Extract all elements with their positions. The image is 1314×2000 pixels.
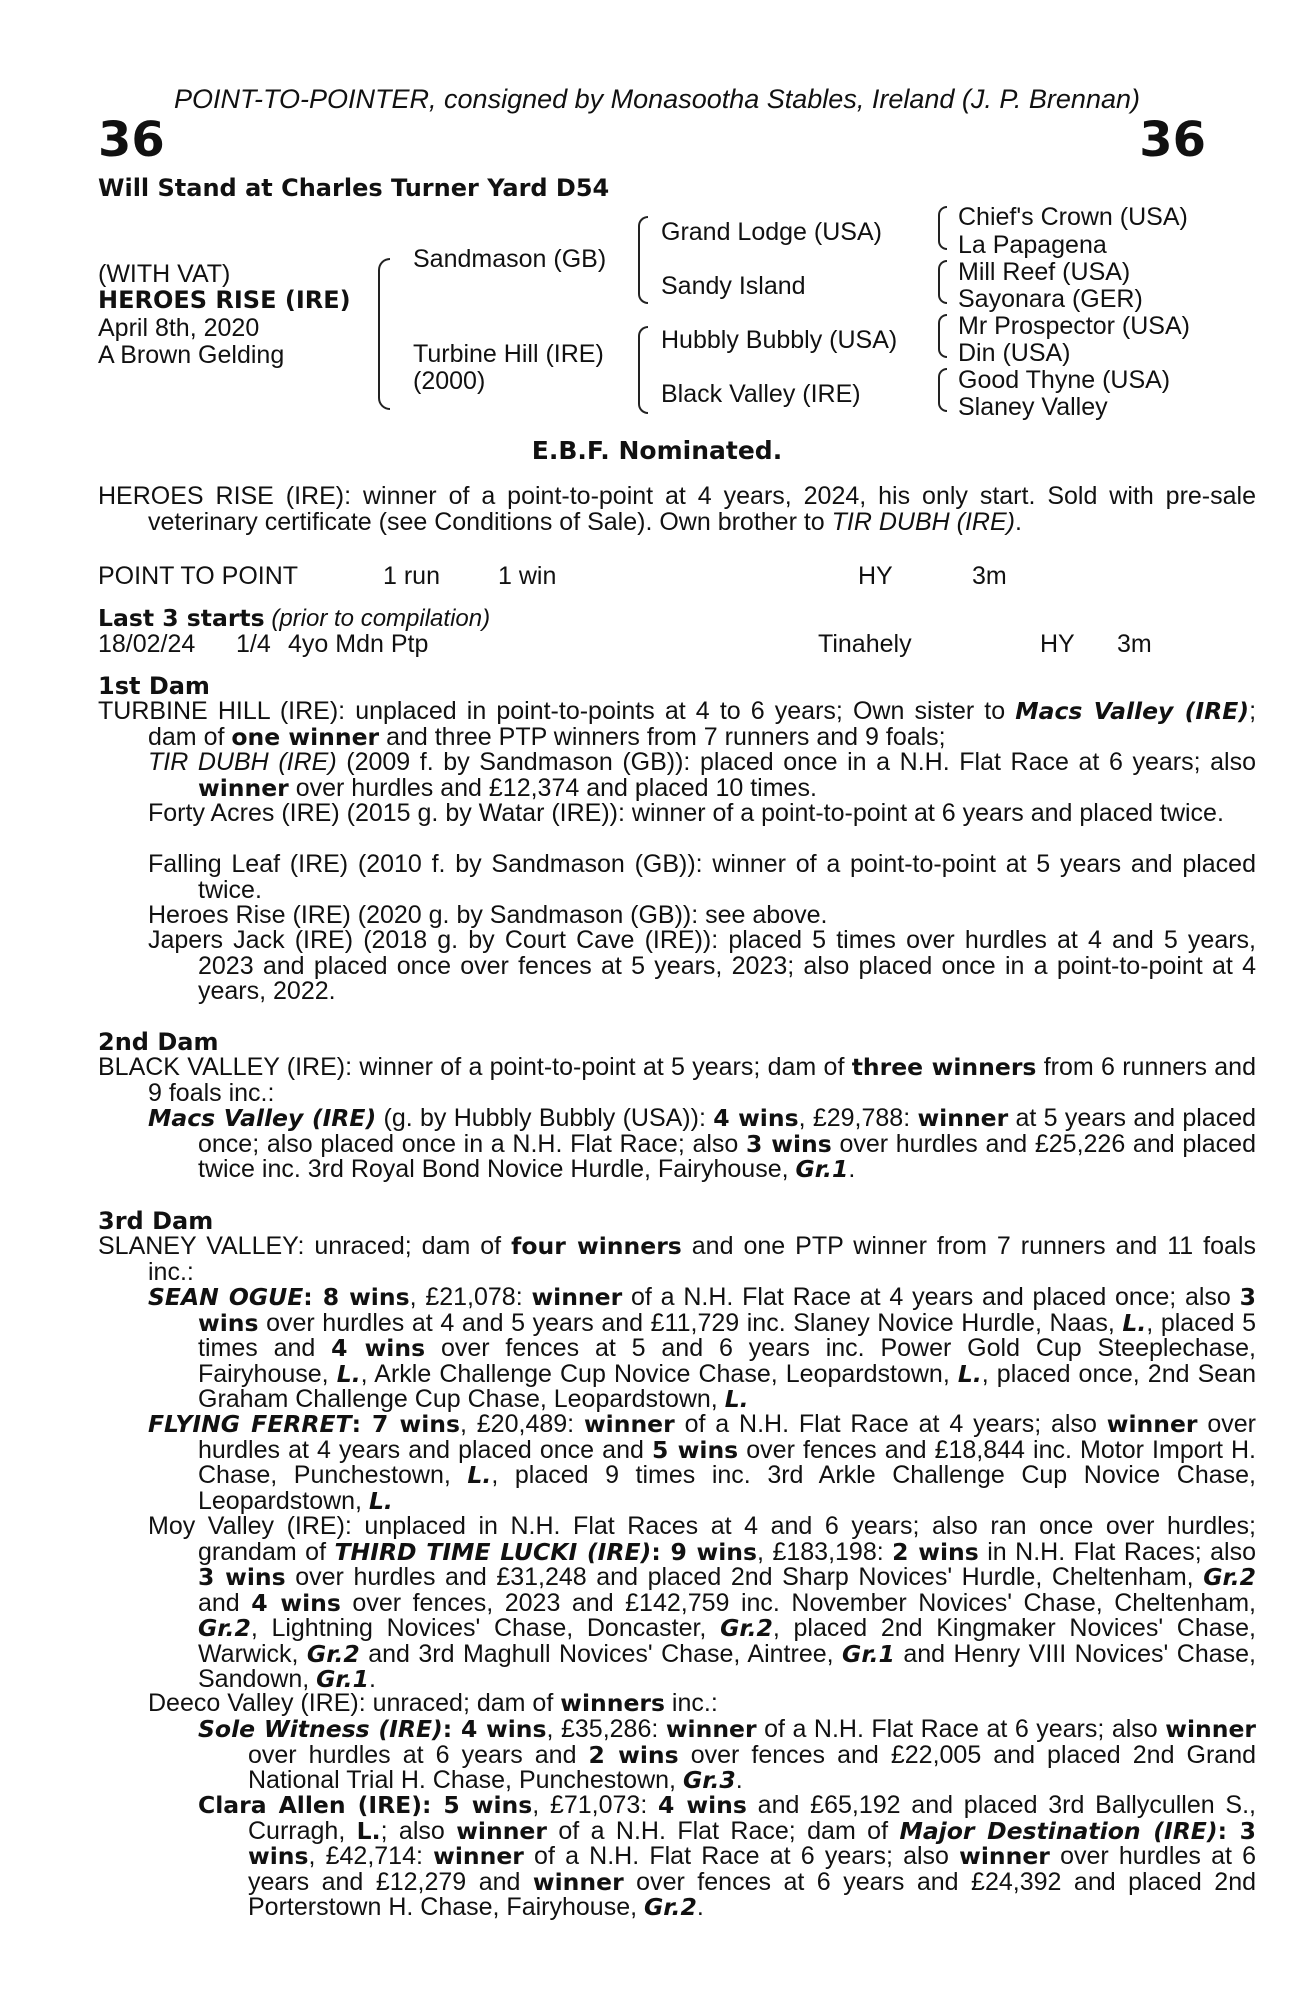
pedigree-dam-year: (2000): [413, 367, 486, 395]
pedigree-gen3-7: Good Thyne (USA): [958, 366, 1171, 394]
pedigree-brace-gen3-1: [938, 206, 947, 250]
third-dam-text: SLANEY VALLEY: unraced; dam of four winners and one PTP winner from 7 runners and 11 foals inc.:: [98, 1232, 1256, 1286]
consignor-line: POINT-TO-POINTER, consigned by Monasootha Stables, Ireland (J. P. Brennan): [174, 84, 1140, 114]
ptp-distance: 3m: [972, 562, 1007, 590]
progeny-flying-ferret: FLYING FERRET: 7 wins, £20,489: winner of a N.H. Flat Race at 4 years; also winner over hurdles at 4 years and placed once and 5 wins over fences and £18,844 inc. Motor Import H. Chase, Punchestown, L., placed 9 times inc. 3rd Arkle Challenge Cup Novice Chase, Leopardstown, L.: [148, 1410, 1257, 1515]
pedigree-sire-dam: Sandy Island: [661, 272, 806, 300]
pedigree-brace-gen3-3: [938, 314, 947, 358]
first-dam-heading: 1st Dam: [98, 672, 210, 700]
pedigree-brace-gen3-2: [938, 260, 947, 304]
stand-location: Will Stand at Charles Turner Yard D54: [98, 174, 610, 202]
ptp-wins: 1 win: [498, 562, 557, 590]
ptp-label: POINT TO POINT: [98, 562, 299, 590]
start-course: Tinahely: [818, 630, 912, 658]
progeny-moy-valley: Moy Valley (IRE): unplaced in N.H. Flat Races at 4 and 6 years; also ran once over hurdles; grandam of THIRD TIME LUCKI (IRE): 9 wins, £183,198: 2 wins in N.H. Flat Races; also 3 wins over hurdles and £31,248 and placed 2nd Sharp Novices' Hurdle, Cheltenham, Gr.2 and 4 wins over fences, 2023 and £142,759 inc. November Novices' Chase, Cheltenham, Gr.2, Lightning Novices' Chase, Doncaster, Gr.2, placed 2nd Kingmaker Novices' Chase, Warwick, Gr.2 and 3rd Maghull Novices' Chase, Aintree, Gr.1 and Henry VIII Novices' Chase, Sandown, Gr.1.: [148, 1512, 1257, 1693]
start-distance: 3m: [1117, 630, 1152, 658]
pedigree-dam: Turbine Hill (IRE): [413, 340, 604, 368]
third-dam-heading: 3rd Dam: [98, 1207, 214, 1235]
progeny-japers-jack: Japers Jack (IRE) (2018 g. by Court Cave (IRE)): placed 5 times over hurdles at 4 and 5 years, 2023 and placed once over fences at 5 years, 2023; also placed once in a point-to-point at 4 years, 2022.: [148, 926, 1256, 1005]
vat-note: (WITH VAT): [98, 260, 231, 288]
pedigree-gen3-1: Chief's Crown (USA): [958, 203, 1188, 231]
pedigree-gen3-8: Slaney Valley: [958, 393, 1108, 421]
ptp-runs: 1 run: [383, 562, 440, 590]
ebf-nominated: E.B.F. Nominated.: [531, 436, 783, 465]
pedigree-gen3-5: Mr Prospector (USA): [958, 312, 1190, 340]
progeny-forty-acres: Forty Acres (IRE) (2015 g. by Watar (IRE)): winner of a point-to-point at 6 years and placed twice.: [148, 799, 1224, 827]
foaling-date: April 8th, 2020: [98, 314, 260, 342]
progeny-sean-ogue: SEAN OGUE: 8 wins, £21,078: winner of a N.H. Flat Race at 4 years and placed once; also 3 wins over hurdles at 4 and 5 years and £11,729 inc. Slaney Novice Hurdle, Naas, L., placed 5 times and 4 wins over fences at 5 and 6 years inc. Power Gold Cup Steeplechase, Fairyhouse, L., Arkle Challenge Cup Novice Chase, Leopardstown, L., placed once, 2nd Sean Graham Challenge Cup Chase, Leopardstown, L.: [148, 1283, 1257, 1413]
horse-description: A Brown Gelding: [98, 341, 285, 369]
progeny-deeco-valley: Deeco Valley (IRE): unraced; dam of winners inc.:: [148, 1689, 718, 1717]
progeny-heroes-rise: Heroes Rise (IRE) (2020 g. by Sandmason (GB)): see above.: [148, 901, 828, 929]
start-date: 18/02/24: [98, 630, 196, 658]
first-dam-text: TURBINE HILL (IRE): unplaced in point-to-points at 4 to 6 years; Own sister to Macs Valley (IRE); dam of one winner and three PTP winners from 7 runners and 9 foals;: [98, 697, 1257, 751]
pedigree-gen3-2: La Papagena: [958, 231, 1107, 259]
second-dam-text: BLACK VALLEY (IRE): winner of a point-to-point at 5 years; dam of three winners from 6 runners and 9 foals inc.:: [98, 1053, 1256, 1107]
last-starts-heading: Last 3 starts (prior to compilation): [98, 604, 491, 632]
progeny-macs-valley: Macs Valley (IRE) (g. by Hubbly Bubbly (USA)): 4 wins, £29,788: winner at 5 years and placed once; also placed once in a N.H. Flat Race; also 3 wins over hurdles and £25,226 and placed twice inc. 3rd Royal Bond Novice Hurdle, Fairyhouse, Gr.1.: [148, 1104, 1257, 1183]
pedigree-dam-sire: Hubbly Bubbly (USA): [661, 326, 898, 354]
start-position: 1/4: [236, 630, 271, 658]
lot-number-right: 36: [1139, 112, 1206, 168]
progeny-tir-dubh: TIR DUBH (IRE) (2009 f. by Sandmason (GB)): placed once in a N.H. Flat Race at 6 years; also winner over hurdles and £12,374 and placed 10 times.: [148, 748, 1257, 802]
pedigree-gen3-4: Sayonara (GER): [958, 285, 1143, 313]
progeny-falling-leaf: Falling Leaf (IRE) (2010 f. by Sandmason (GB)): winner of a point-to-point at 5 years and placed twice.: [148, 850, 1256, 904]
pedigree-dam-dam: Black Valley (IRE): [661, 380, 861, 408]
progeny-clara-allen: Clara Allen (IRE): 5 wins, £71,073: 4 wins and £65,192 and placed 3rd Ballycullen S., Curragh, L.; also winner of a N.H. Flat Race; dam of Major Destination (IRE): 3 wins, £42,714: winner of a N.H. Flat Race at 6 years; also winner over hurdles at 6 years and £12,279 and winner over fences at 6 years and £24,392 and placed 2nd Porterstown H. Chase, Fairyhouse, Gr.2.: [198, 1791, 1256, 1921]
ptp-going: HY: [858, 562, 893, 590]
pedigree-sire: Sandmason (GB): [413, 245, 607, 273]
pedigree-brace-sire: [638, 216, 648, 304]
pedigree-brace-gen3-4: [938, 368, 947, 412]
pedigree-sire-sire: Grand Lodge (USA): [661, 218, 882, 246]
pedigree-brace-main: [378, 258, 390, 410]
progeny-sole-witness: Sole Witness (IRE): 4 wins, £35,286: winner of a N.H. Flat Race at 6 years; also winner over hurdles at 6 years and 2 wins over fences and £22,005 and placed 2nd Grand National Trial H. Chase, Punchestown, Gr.3.: [198, 1715, 1257, 1794]
lot-number-left: 36: [98, 112, 165, 168]
pedigree-gen3-6: Din (USA): [958, 339, 1071, 367]
horse-summary: HEROES RISE (IRE): winner of a point-to-point at 4 years, 2024, his only start. Sold with pre-sale veterinary certificate (see Conditions of Sale). Own brother to TIR DUBH (IRE).: [98, 482, 1256, 536]
start-race: 4yo Mdn Ptp: [288, 630, 429, 658]
pedigree-gen3-3: Mill Reef (USA): [958, 258, 1131, 286]
second-dam-heading: 2nd Dam: [98, 1028, 219, 1056]
pedigree-brace-dam: [638, 326, 648, 414]
start-going: HY: [1040, 630, 1075, 658]
horse-name: HEROES RISE (IRE): [98, 286, 351, 314]
